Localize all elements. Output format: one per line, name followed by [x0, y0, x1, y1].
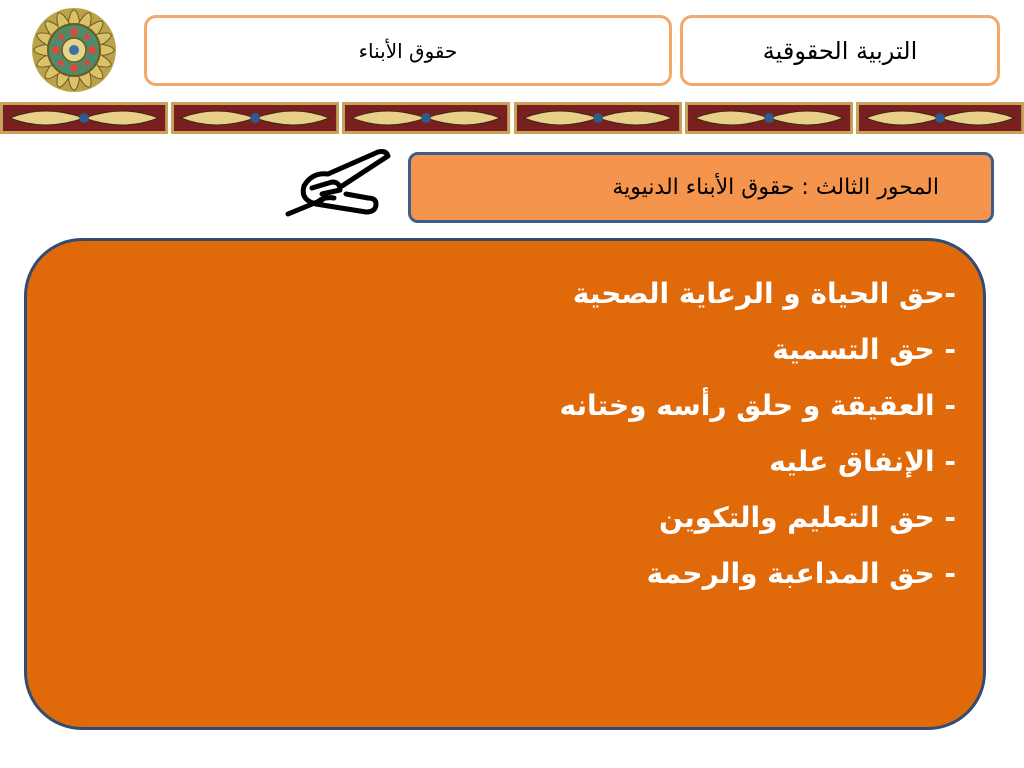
- ornament-tile: [342, 102, 510, 134]
- list-item: - حق التعليم والتكوين: [659, 501, 956, 534]
- ornamental-border: [0, 102, 1024, 134]
- writing-hand-icon: [282, 142, 394, 222]
- rights-list: [560, 266, 957, 602]
- list-item: - حق التسمية: [772, 333, 956, 366]
- section-header: [408, 152, 994, 223]
- list-item: - الإنفاق عليه: [769, 445, 956, 478]
- list-item: -حق الحياة و الرعاية الصحية: [572, 277, 956, 310]
- list-item: - العقيقة و حلق رأسه وختانه: [559, 389, 956, 422]
- ornament-tile: [514, 102, 682, 134]
- lesson-title: حقوق الأبناء: [144, 15, 672, 86]
- ornament-tile: [685, 102, 853, 134]
- subject-title: التربية الحقوقية: [680, 15, 1000, 86]
- list-item: - حق المداعبة والرحمة: [646, 557, 956, 590]
- ornament-tile: [856, 102, 1024, 134]
- section-title: المحور الثالث : حقوق الأبناء الدنيوية: [612, 175, 939, 200]
- rosette-icon: [14, 6, 134, 94]
- ornament-tile: [171, 102, 339, 134]
- ornament-tile: [0, 102, 168, 134]
